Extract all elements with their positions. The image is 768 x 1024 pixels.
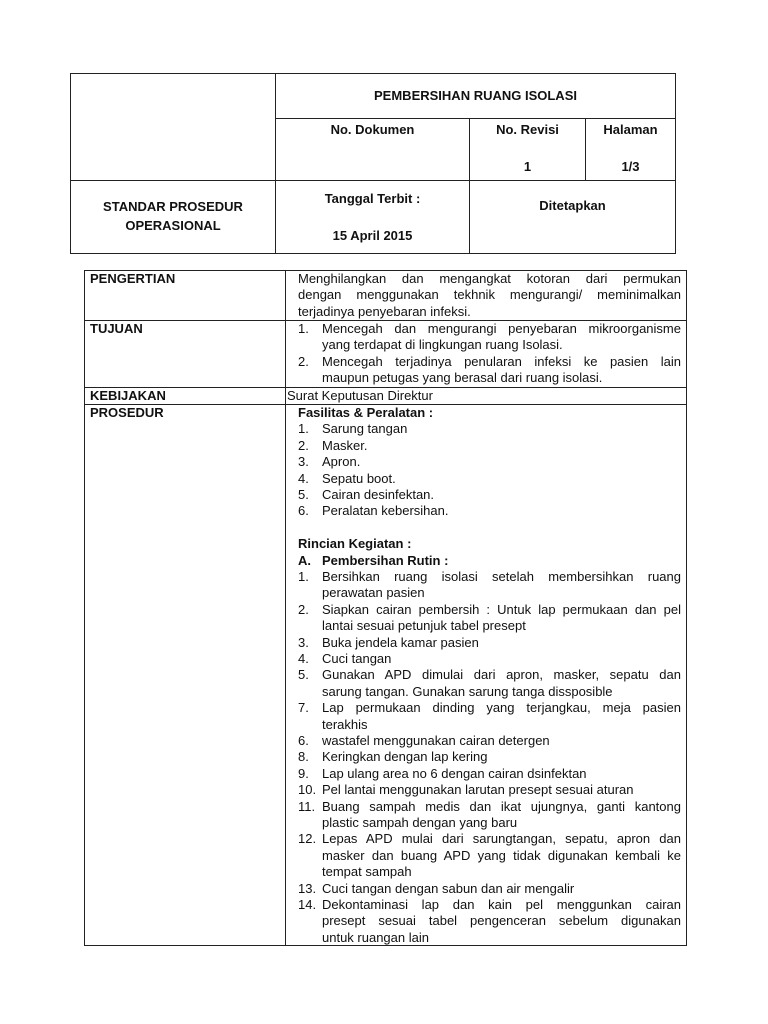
list-item-number: 2. [298,601,309,617]
text-line: Buka jendela kamar pasien [322,634,479,650]
list-item [298,831,681,880]
list-item-number: 3. [298,634,309,650]
text-line: lantai sesuai petunjuk tabel presept [322,618,526,634]
document-title: PEMBERSIHAN RUANG ISOLASI [374,88,577,103]
tujuan-list [286,321,686,387]
list-item [298,321,681,354]
text-line: terakhis [322,716,368,732]
pengertian-label-cell [84,270,286,321]
text-line: Bersihkan ruang isolasi setelah membersihkan ruang [322,569,681,585]
list-item-text [322,454,681,470]
list-item-text [322,602,681,635]
list-item [298,799,681,832]
list-item [298,569,681,602]
list-item-number: 4. [298,470,309,486]
list-item-number: 13. [298,880,317,896]
list-item-number: 7. [298,700,309,716]
list-item [298,667,681,700]
list-item-text [322,700,681,733]
prosedur-label-cell [84,404,286,946]
list-item [298,897,681,946]
list-item-text [322,438,681,454]
text-line: perawatan pasien [322,585,425,601]
tanggal-terbit-label: Tanggal Terbit : [324,191,421,206]
prosedur-content [286,405,686,946]
list-item-number: 1. [298,569,309,585]
kebijakan-label: KEBIJAKAN [90,388,166,403]
tanggal-terbit-value: 15 April 2015 [332,228,413,243]
text-line: Menghilangkan dan mengangkat kotoran dari permukan [298,271,681,286]
pengertian-label: PENGERTIAN [90,271,176,286]
text-line: Cairan desinfektan. [322,487,435,503]
ditetapkan-cell [469,180,676,254]
pengertian-text [286,271,686,320]
kebijakan-label-cell [84,387,286,405]
text-line: Keringkan dengan lap kering [322,749,488,765]
list-item-text [322,487,681,503]
list-item-number: 8. [298,749,309,765]
list-item-text [322,733,681,749]
doc-type-line: OPERASIONAL [125,218,221,233]
sub-heading-text: Pembersihan Rutin : [322,552,449,568]
text-line: Buang sampah medis dan ikat ujungnya, ganti kantong [322,798,681,814]
list-item-number: 10. [298,782,317,798]
text-line: sarung tangan. Gunakan sarung tanga dissposible [322,683,613,699]
text-line: Lap permukaan dinding yang terjangkau, meja pasien [322,700,681,716]
list-item-text [322,667,681,700]
text-line: Apron. [322,454,361,470]
list-item-text [322,881,681,897]
text-line: dengan menggunakan tekhnik mengurangi/ meminimalkan [298,287,681,303]
text-line: Pel lantai menggunakan larutan presept sesuai aturan [322,782,634,798]
no-revisi-cell [469,118,586,181]
list-item-number: 6. [298,503,309,519]
list-item [298,503,681,519]
no-revisi-value: 1 [523,159,532,174]
fasilitas-heading: Fasilitas & Peralatan : [298,405,434,420]
list-item-text [322,503,681,519]
text-line: Sarung tangan [322,421,408,437]
list-item-text [322,569,681,602]
halaman-value: 1/3 [621,159,640,174]
list-item [298,766,681,782]
doc-type-line: STANDAR PROSEDUR [103,199,243,214]
list-item-text [322,782,681,798]
list-item-number: 5. [298,667,309,683]
list-item [298,454,681,470]
list-item [298,602,681,635]
list-item-number: 11. [298,798,316,814]
fasilitas-list [298,421,681,519]
halaman-cell [585,118,676,181]
list-item-text [322,897,681,946]
no-revisi-label: No. Revisi [496,122,559,137]
list-item-text [322,799,681,832]
sub-heading-letter: A. [298,552,311,568]
list-item-number: 2. [298,353,309,369]
list-item-number: 4. [298,650,309,666]
tujuan-content-cell [285,320,687,388]
text-line: Peralatan kebersihan. [322,503,449,519]
tujuan-label-cell [84,320,286,388]
spacer [298,520,681,536]
text-line: Siapkan cairan pembersih : Untuk lap permukaan dan pel [322,601,681,617]
text-line: wastafel menggunakan cairan detergen [322,732,550,748]
text-line: yang terdapat di lingkungan ruang Isolasi. [322,337,563,353]
list-item [298,733,681,749]
text-line: Mencegah terjadinya penularan infeksi ke pasien lain [322,353,681,369]
pengertian-content-cell [285,270,687,321]
halaman-label: Halaman [603,122,658,137]
list-item [298,749,681,765]
text-line: Masker. [322,437,368,453]
list-item [298,471,681,487]
rincian-heading: Rincian Kegiatan : [298,536,412,552]
list-item [298,881,681,897]
list-item-text [322,471,681,487]
list-item-text [322,651,681,667]
sub-heading [298,553,681,569]
text-line: maupun petugas yang berasal dari ruang isolasi. [322,370,603,386]
doc-type-cell [70,180,276,254]
prosedur-label: PROSEDUR [90,405,164,420]
text-line: Gunakan APD dimulai dari apron, masker, sepatu dan [322,667,681,683]
text-line: Cuci tangan [322,650,392,666]
text-line: presept sesuai tabel pengenceran sebelum digunakan [322,913,681,929]
list-item-text [322,635,681,651]
list-item-text [322,321,681,354]
text-line: Dekontaminasi lap dan kain pel menggunkan cairan [322,896,681,912]
text-line: tempat sampah [322,864,412,880]
doc-type-label [71,197,275,235]
text-line: untuk ruangan lain [322,929,429,945]
list-item-number: 14. [298,896,317,912]
list-item-text [322,766,681,782]
list-item [298,438,681,454]
title-cell [275,73,676,119]
list-item [298,487,681,503]
list-item [298,421,681,437]
header-logo-area [70,73,276,181]
list-item-number: 2. [298,437,309,453]
rutin-list [298,569,681,946]
text-line: Lepas APD mulai dari sarungtangan, sepatu, apron dan [322,831,681,847]
no-dokumen-cell [275,118,470,181]
list-item-text [322,749,681,765]
ditetapkan-label: Ditetapkan [539,198,606,213]
list-item [298,354,681,387]
list-item [298,782,681,798]
list-item-number: 1. [298,321,309,336]
list-item-text [322,421,681,437]
list-item [298,651,681,667]
list-item-number: 6. [298,732,309,748]
list-item-text [322,831,681,880]
list-item-number: 9. [298,765,309,781]
list-item-number: 12. [298,831,317,847]
text-line: Sepatu boot. [322,470,396,486]
prosedur-content-cell [285,404,687,946]
text-line: plastic sampah dengan yang baru [322,814,518,830]
kebijakan-content-cell [285,387,687,405]
list-item [298,635,681,651]
text-line: Cuci tangan dengan sabun dan air mengalir [322,880,575,896]
text-line: terjadinya penyebaran infeksi. [298,303,471,319]
list-item [298,700,681,733]
kebijakan-text: Surat Keputusan Direktur [287,388,433,403]
list-item-text [322,354,681,387]
tujuan-label: TUJUAN [90,321,143,336]
text-line: masker dan buang APD yang tidak digunakan kembali ke [322,847,681,863]
text-line: Mencegah dan mengurangi penyebaran mikroorganisme [322,321,681,336]
list-item-number: 1. [298,421,309,437]
text-line: Lap ulang area no 6 dengan cairan dsinfektan [322,765,587,781]
tanggal-terbit-cell [275,180,470,254]
no-dokumen-label: No. Dokumen [330,122,415,137]
list-item-number: 5. [298,487,309,503]
list-item-number: 3. [298,454,309,470]
